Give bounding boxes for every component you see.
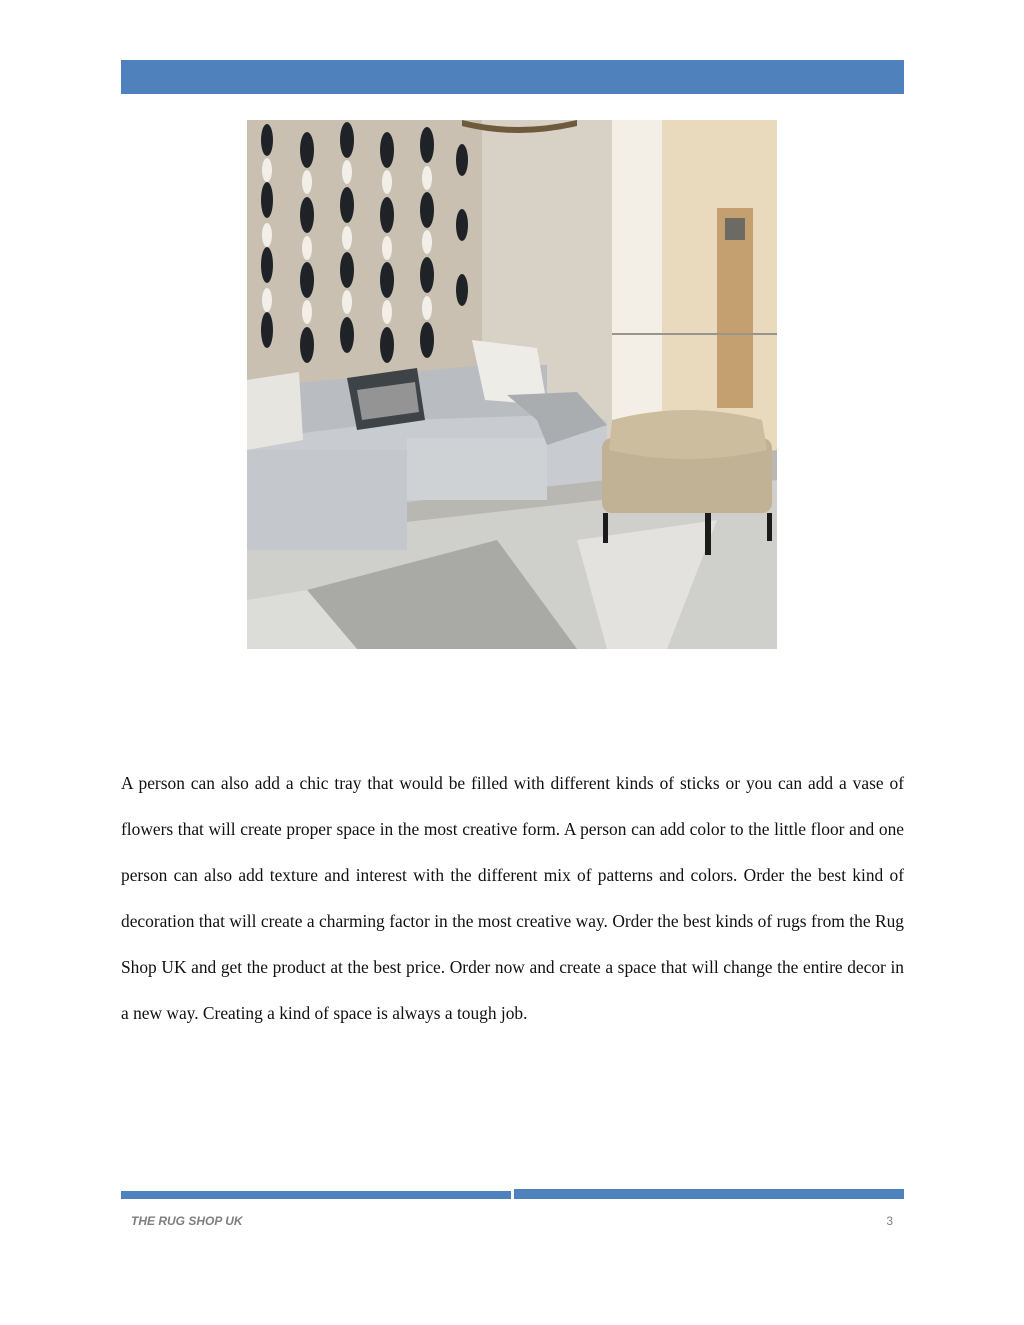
footer-rule-right — [514, 1189, 904, 1199]
ottoman-leg-front — [705, 513, 711, 555]
footer-rule-left — [121, 1191, 511, 1199]
page-number: 3 — [886, 1214, 893, 1228]
room-photo — [247, 120, 777, 649]
footer-rule — [121, 1189, 904, 1200]
ottoman-cushion — [609, 410, 767, 459]
ottoman-leg-right — [767, 513, 772, 541]
patterned-curtain — [247, 120, 482, 385]
ottoman-leg-left — [603, 513, 608, 543]
cushion-white-left — [247, 372, 303, 450]
body-paragraph: A person can also add a chic tray that would be filled with different kinds of sticks or you can add a vase of flowers that will create proper space in the most creative form. A person can add color to the little floor and one person can also add texture and interest with the different mix of patterns and colors. Order the best kind of decoration that will create a charming factor in the most creative way. Order the best kinds of rugs from the Rug Shop UK and get the product at the best price. Order now and create a space that will change the entire decor in a new way. Creating a kind of space is always a tough job. — [121, 773, 904, 1024]
footer-company-name: THE RUG SHOP UK — [131, 1214, 243, 1228]
sofa-left-seat — [247, 450, 407, 550]
sofa-middle-seat — [407, 438, 547, 500]
room-photo-illustration — [247, 120, 777, 649]
header-bar — [121, 60, 904, 94]
door-window — [725, 218, 745, 240]
